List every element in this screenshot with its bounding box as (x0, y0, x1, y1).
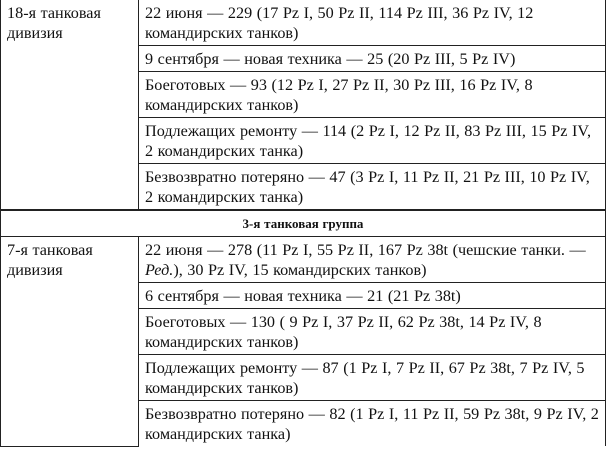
group-heading: 3-я танковая группа (1, 210, 606, 237)
entry-text: 22 июня — 278 (11 Pz I, 55 Pz II, 167 Pz 38t (чешские танки. — (145, 241, 586, 259)
entry-cell: Подлежащих ремонту — 114 (2 Pz I, 12 Pz II, 83 Pz III, 15 Pz IV, 2 командирских танка) (139, 118, 606, 164)
division-name-cell: 7-я танковая дивизия (1, 237, 139, 447)
entry-cell (139, 237, 606, 283)
entry-cell: 9 сентября — новая техника — 25 (20 Pz III, 5 Pz IV) (139, 46, 606, 72)
editor-note: Ред. (145, 261, 174, 279)
entry-cell: Подлежащих ремонту — 87 (1 Pz I, 7 Pz II, 67 Pz 38t, 7 Pz IV, 5 командирских танков) (139, 355, 606, 401)
entry-cell: 6 сентября — новая техника — 21 (21 Pz 38t) (139, 283, 606, 309)
entry-cell: Безвозвратно потеряно — 82 (1 Pz I, 11 Pz II, 59 Pz 38t, 9 Pz IV, 2 командирских танка) (139, 401, 606, 447)
group-heading-row (1, 210, 606, 237)
entry-cell: Безвозвратно потеряно — 47 (3 Pz I, 11 Pz II, 21 Pz III, 10 Pz IV, 2 командирских танка) (139, 164, 606, 211)
division-name-cell: 18-я танковая дивизия (1, 0, 139, 210)
entry-text: ), 30 Pz IV, 15 командирских танков) (173, 261, 427, 279)
entry-cell: 22 июня — 229 (17 Pz I, 50 Pz II, 114 Pz III, 36 Pz IV, 12 командирских танков) (139, 0, 606, 46)
entry-cell: Боеготовых — 130 ( 9 Pz I, 37 Pz II, 62 Pz 38t, 14 Pz IV, 8 командирских танков) (139, 309, 606, 355)
entry-cell: Боеготовых — 93 (12 Pz I, 27 Pz II, 30 Pz III, 16 Pz IV, 8 командирских танков) (139, 72, 606, 118)
table-row (1, 237, 606, 283)
table-row (1, 0, 606, 46)
